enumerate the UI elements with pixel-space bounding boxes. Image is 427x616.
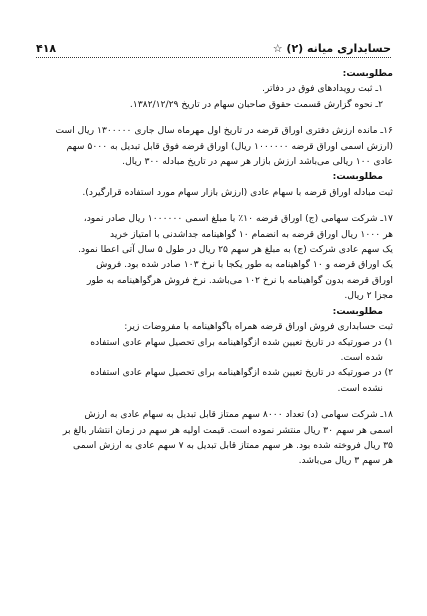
- text-line: یک سهم عادی شرکت (ج) به مبلغ هر سهم ۲۵ ریال در طول ۵ سال آتی اعطا نمود.: [78, 244, 393, 256]
- exercise-section: [34, 407, 393, 469]
- text-line: هر سهم ۳ ریال می‌باشد.: [298, 455, 393, 467]
- required-heading: مطلوبست:: [332, 305, 383, 317]
- section-gap: [34, 396, 393, 407]
- section-gap: [34, 112, 393, 123]
- text-line: ۳۵ ریال فروخته شده بود. هر سهم ممتاز قابل تبدیل به ۷ سهم عادی به ارزش اسمی: [73, 439, 393, 451]
- page-header: [36, 42, 391, 58]
- text-line: اسمی هر سهم ۳۰ ریال منتشر نموده است. قیمت اولیه هر سهم در زمان انتشار بالغ بر: [62, 424, 393, 436]
- text-line: اوراق قرضه بدون گواهینامه با نرخ ۱۰۲ می‌باشد. نرخ فروش هرگواهینامه به طور: [87, 274, 393, 286]
- text-line: نشده است.: [337, 382, 383, 394]
- exercise-section: [34, 66, 393, 112]
- text-line: ۲ـ نحوه گزارش قسمت حقوق صاحبان سهام در تاریخ ۱۳۸۲/۱۲/۲۹.: [129, 98, 383, 110]
- text-line: ۱۶ـ مانده ارزش دفتری اوراق قرضه در تاریخ اول مهرماه سال جاری ۱۳۰۰۰۰۰ ریال است: [55, 125, 393, 137]
- text-line: عادی ۱۰۰ ریالی می‌باشد ارزش بازار هر سهم در تاریخ مبادله ۳۰۰ ریال.: [122, 156, 393, 168]
- page-number: ۴۱۸: [36, 42, 57, 55]
- text-line: ۱۸ـ شرکت سهامی (د) تعداد ۸۰۰۰ سهم ممتاز قابل تبدیل به سهام عادی به ارزش: [84, 409, 393, 421]
- exercise-section: [34, 211, 393, 396]
- text-line: ۱ـ ثبت رویدادهای فوق در دفاتر.: [262, 83, 383, 95]
- text-line: ۱) در صورتیکه در تاریخ تعیین شده ازگواهینامه برای تحصیل سهام عادی استفاده: [90, 336, 393, 348]
- text-line: هر ۱۰۰۰ ریال اوراق قرضه به انضمام ۱۰ گواهینامه جداشدنی با امتیاز خرید: [110, 228, 393, 240]
- text-line: ۱۷ـ شرکت سهامی (ج) اوراق قرضه ۱۰٪ با مبلغ اسمی ۱۰۰۰۰۰۰ ریال صادر نمود،: [83, 213, 393, 225]
- text-line: ثبت مبادله اوراق قرضه با سهام عادی (ارزش بازار سهام مورد استفاده قرارگیرد).: [82, 186, 393, 198]
- required-heading: مطلوبست:: [332, 171, 383, 183]
- text-line: (ارزش اسمی اوراق قرضه ۱۰۰۰۰۰۰ ریال) اوراق قرضه فوق قابل تبدیل به ۵۰۰۰ سهم: [66, 140, 393, 152]
- text-line: یک اوراق قرضه و ۱۰ گواهینامه به طور یکجا با نرخ ۱۰۳ صادر شده بود. فروش: [96, 259, 393, 271]
- section-gap: [34, 200, 393, 211]
- required-heading: مطلوبست:: [342, 68, 393, 79]
- page-body: [34, 66, 393, 469]
- running-title: حسابداری میانه (۲) ☆: [272, 42, 391, 55]
- text-line: ثبت حسابداری فروش اوراق قرضه همراه باگواهینامه با مفروضات زیر:: [124, 321, 393, 333]
- text-line: مجزا ۲ ریال.: [344, 290, 393, 302]
- text-line: ۲) در صورتیکه در تاریخ تعیین شده ازگواهینامه برای تحصیل سهام عادی استفاده: [90, 367, 393, 379]
- exercise-section: [34, 123, 393, 200]
- text-line: شده است.: [340, 351, 383, 363]
